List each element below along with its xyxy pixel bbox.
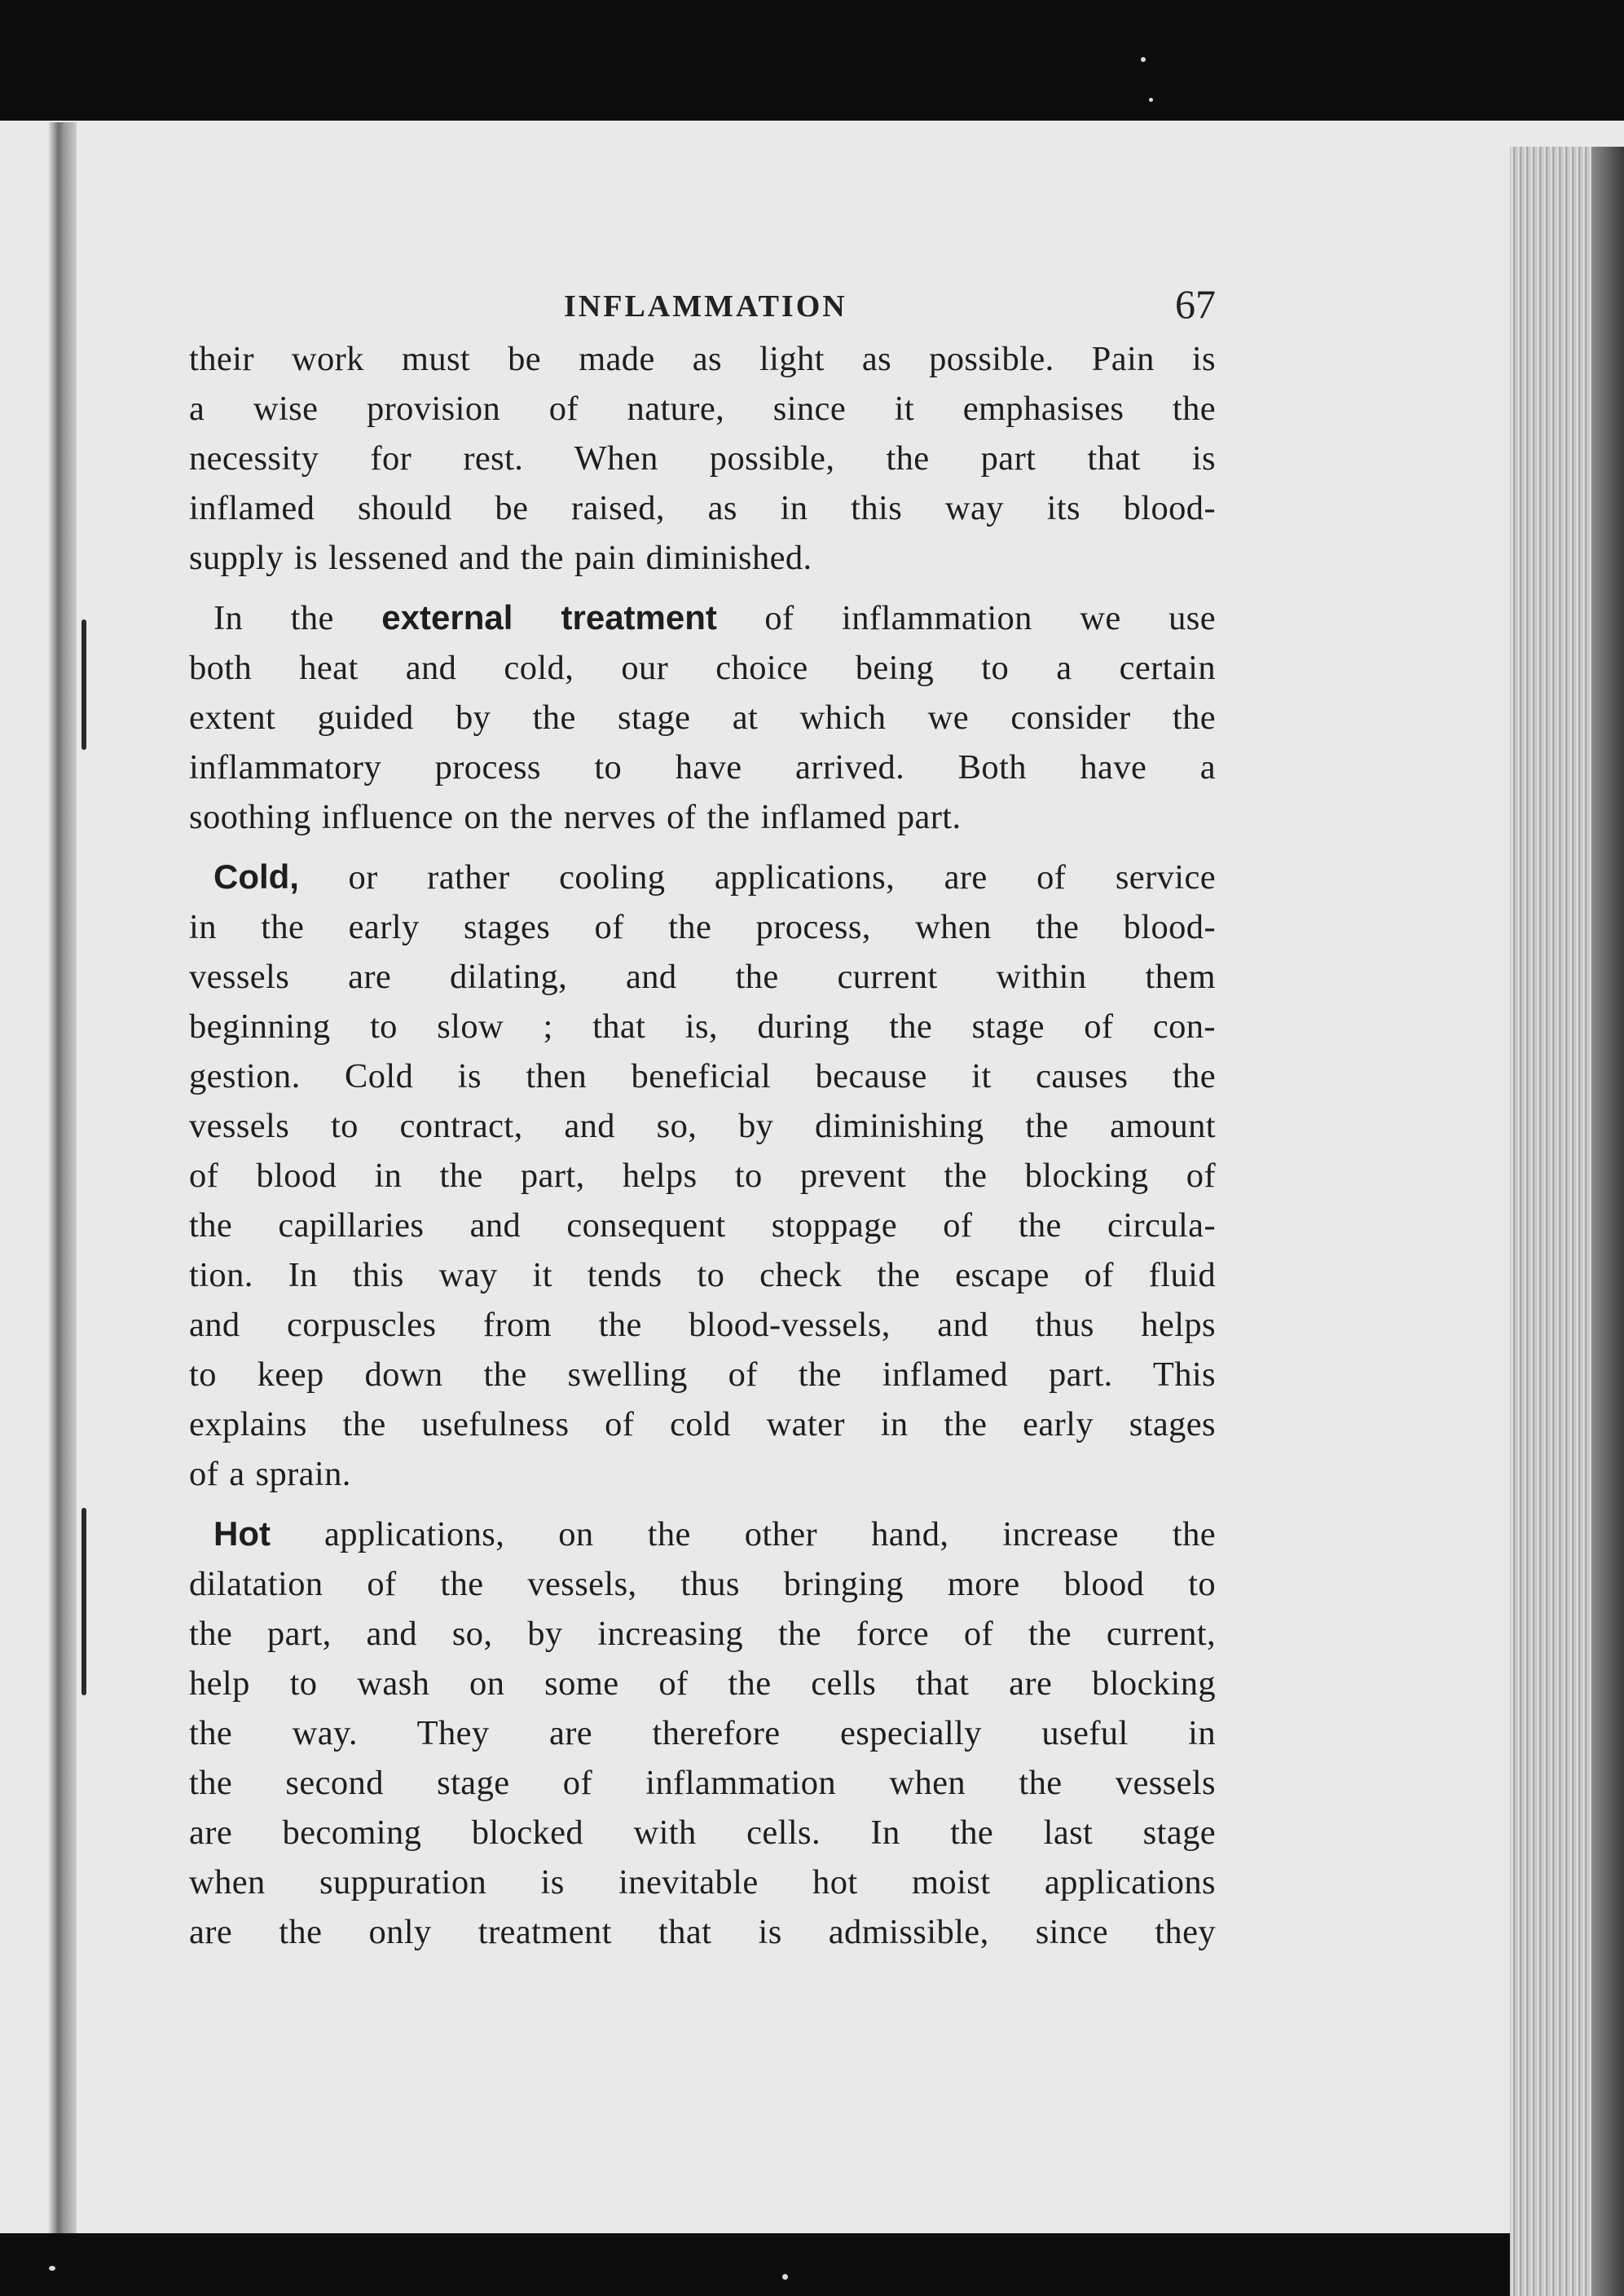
text-line: supply is lessened and the pain diminished.	[189, 539, 812, 577]
page-number: 67	[1175, 281, 1216, 327]
paragraph-1	[189, 334, 1216, 583]
text-line: gestion. Cold is then beneficial because it causes the	[189, 1057, 1216, 1095]
gutter-shadow-mark	[81, 619, 86, 750]
text-line: the part, and so, by increasing the force of the current,	[189, 1615, 1216, 1653]
text-line: extent guided by the stage at which we consider the	[189, 698, 1216, 737]
text-line: and corpuscles from the blood-vessels, and thus helps	[189, 1306, 1216, 1344]
text-line: tion. In this way it tends to check the escape of fluid	[189, 1256, 1216, 1294]
text-line: to keep down the swelling of the inflamed part. This	[189, 1355, 1216, 1394]
paragraph-3	[189, 852, 1216, 1499]
text-line: necessity for rest. When possible, the part that is	[189, 439, 1216, 478]
text-line	[189, 593, 1216, 643]
text-line: vessels are dilating, and the current within them	[189, 958, 1216, 996]
text-line: inflamed should be raised, as in this way its blood-	[189, 489, 1216, 527]
text-line: soothing influence on the nerves of the inflamed part.	[189, 798, 962, 836]
text-line: beginning to slow ; that is, during the stage of con-	[189, 1007, 1216, 1046]
bold-keyword: Cold,	[213, 857, 299, 896]
text-line: are the only treatment that is admissible, since they	[189, 1913, 1216, 1951]
text-line	[189, 1509, 1216, 1559]
bold-keyword: external treatment	[381, 598, 717, 637]
running-header	[189, 277, 1216, 334]
running-title: INFLAMMATION	[564, 289, 847, 324]
gutter-shadow-mark	[81, 1508, 86, 1695]
text-line: the second stage of inflammation when the vessels	[189, 1764, 1216, 1802]
text-line	[189, 852, 1216, 902]
text-line: are becoming blocked with cells. In the last stage	[189, 1813, 1216, 1852]
paragraph-4	[189, 1509, 1216, 1957]
book-binding-gutter	[49, 122, 77, 2233]
page-text-block	[189, 277, 1216, 1957]
dust-speck	[782, 2274, 788, 2280]
text-line: of blood in the part, helps to prevent the blocking of	[189, 1157, 1216, 1195]
text-line: their work must be made as light as possible. Pain is	[189, 340, 1216, 378]
text-line: the way. They are therefore especially useful in	[189, 1714, 1216, 1752]
text-line: explains the usefulness of cold water in the early stages	[189, 1405, 1216, 1443]
text-line: in the early stages of the process, when the blood-	[189, 908, 1216, 946]
page-fore-edge-shadow	[1591, 147, 1624, 2296]
paragraph-lead-text: In the	[213, 599, 382, 637]
dust-speck	[1141, 57, 1146, 62]
text-segment: of inflammation we use	[716, 599, 1217, 637]
text-line: help to wash on some of the cells that are blocking	[189, 1664, 1216, 1703]
dust-speck	[1149, 98, 1153, 102]
text-segment: applications, on the other hand, increase the	[270, 1515, 1216, 1553]
paragraph-2	[189, 593, 1216, 842]
text-line: both heat and cold, our choice being to a certain	[189, 649, 1216, 687]
text-line: inflammatory process to have arrived. Both have a	[189, 748, 1216, 787]
text-line: a wise provision of nature, since it emphasises the	[189, 390, 1216, 428]
text-line: vessels to contract, and so, by diminishing the amount	[189, 1107, 1216, 1145]
bold-keyword: Hot	[213, 1514, 271, 1553]
text-line: dilatation of the vessels, thus bringing more blood to	[189, 1565, 1216, 1603]
dust-speck	[49, 2266, 55, 2271]
text-line: the capillaries and consequent stoppage of the circula-	[189, 1206, 1216, 1245]
text-line: of a sprain.	[189, 1455, 351, 1493]
text-segment: or rather cooling applications, are of service	[298, 858, 1216, 897]
text-line: when suppuration is inevitable hot moist applications	[189, 1863, 1216, 1902]
